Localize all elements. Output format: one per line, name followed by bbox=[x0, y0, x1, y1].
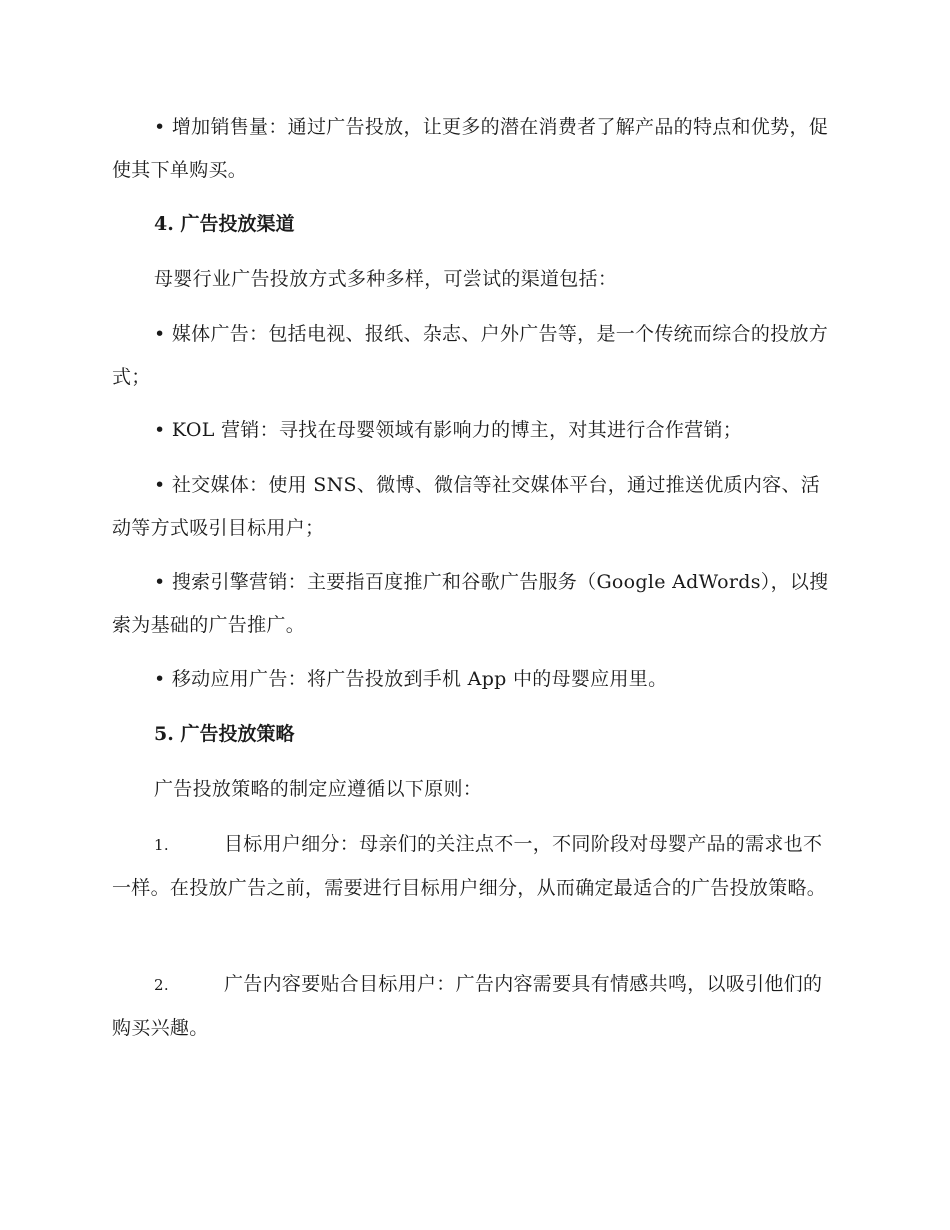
paragraph-text: 广告投放策略的制定应遵循以下原则： bbox=[154, 778, 483, 800]
paragraph-text: • 移动应用广告：将广告投放到手机 App 中的母婴应用里。 bbox=[154, 668, 668, 690]
paragraph-text: • 增加销售量：通过广告投放，让更多的潜在消费者了解产品的特点和优势，促使其下单购买。 bbox=[112, 116, 829, 181]
item-text: 广告内容要贴合目标用户：广告内容需要具有情感共鸣，以吸引他们的购买兴趣。 bbox=[112, 973, 823, 1039]
paragraph-text: • KOL 营销：寻找在母婴领域有影响力的博主，对其进行合作营销； bbox=[154, 419, 743, 441]
paragraph-kol-marketing bbox=[112, 409, 830, 452]
paragraph-search-engine bbox=[112, 561, 830, 647]
paragraph-mobile-ads bbox=[112, 658, 830, 701]
paragraph-text: • 媒体广告：包括电视、报纸、杂志、户外广告等，是一个传统而综合的投放方式； bbox=[112, 323, 829, 388]
numbered-item-2 bbox=[112, 963, 830, 1050]
paragraph-media-ads bbox=[112, 313, 830, 399]
paragraph-strategy-intro bbox=[112, 768, 830, 811]
paragraph-text: • 社交媒体：使用 SNS、微博、微信等社交媒体平台，通过推送优质内容、活动等方式吸引目标用户； bbox=[112, 474, 821, 539]
item-text: 目标用户细分：母亲们的关注点不一，不同阶段对母婴产品的需求也不一样。在投放广告之前，需要进行目标用户细分，从而确定最适合的广告投放策略。 bbox=[112, 833, 827, 899]
paragraph-increase-sales bbox=[112, 106, 830, 192]
paragraph-social-media bbox=[112, 464, 830, 550]
item-number: 2. bbox=[154, 976, 169, 994]
section-heading-channels: 4. 广告投放渠道 bbox=[154, 213, 295, 235]
numbered-item-1 bbox=[112, 823, 830, 910]
paragraph-text: 母婴行业广告投放方式多种多样，可尝试的渠道包括： bbox=[154, 268, 618, 290]
item-number: 1. bbox=[154, 836, 169, 854]
paragraph-channels-intro bbox=[112, 258, 830, 301]
section-heading-strategy: 5. 广告投放策略 bbox=[154, 723, 295, 745]
paragraph-text: • 搜索引擎营销：主要指百度推广和谷歌广告服务（Google AdWords），以搜索为基础的广告推广。 bbox=[112, 571, 829, 636]
